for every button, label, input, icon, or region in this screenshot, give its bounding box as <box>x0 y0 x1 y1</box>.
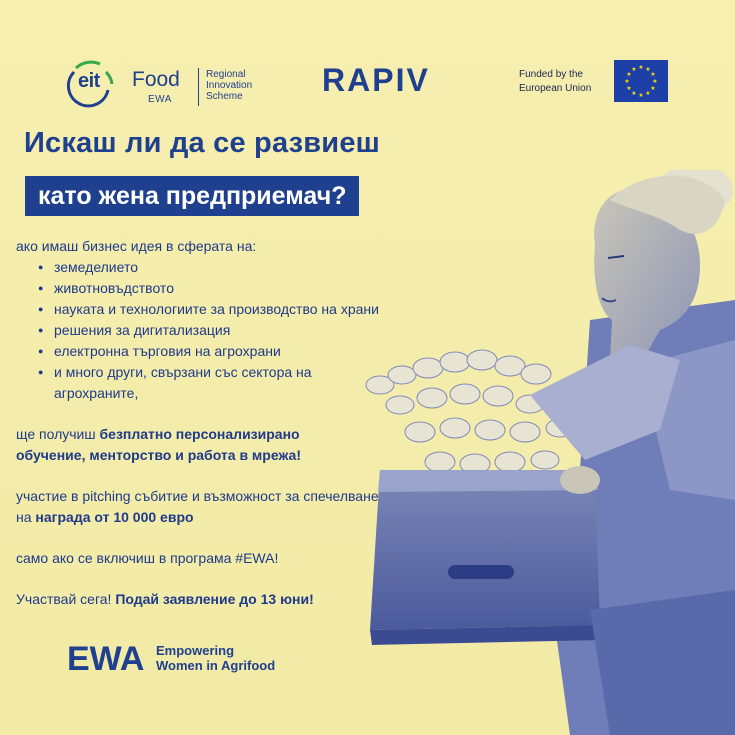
ris-text: Regional Innovation Scheme <box>206 69 253 102</box>
rapiv-logo: RAPIV <box>322 62 430 98</box>
tagline-line-1: Empowering <box>156 643 235 658</box>
svg-text:★: ★ <box>631 90 637 97</box>
svg-text:★: ★ <box>626 71 632 78</box>
benefits-paragraph <box>16 424 361 466</box>
deadline-bold: Подай заявление до 13 юни! <box>115 591 314 607</box>
cta-plain: Участвай сега! <box>16 591 116 607</box>
body-text <box>16 236 446 610</box>
svg-text:★: ★ <box>645 66 651 73</box>
benefits-plain: ще получиш <box>16 426 100 442</box>
benefits-bold: безплатно персонализирано обучение, менторство и работа в мрежа! <box>16 426 301 463</box>
logo-divider <box>198 68 199 106</box>
svg-text:★: ★ <box>626 85 632 92</box>
prize-bold: награда от 10 000 евро <box>35 509 194 525</box>
svg-text:★: ★ <box>652 78 658 85</box>
ewa-logo-text: EWA <box>67 640 145 678</box>
eit-text: eit <box>78 70 100 92</box>
eit-food-logo <box>60 58 320 108</box>
svg-text:★: ★ <box>645 90 651 97</box>
intro-text: ако имаш бизнес идея в сферата на: <box>16 238 257 254</box>
topics-list <box>16 257 446 404</box>
pitching-plain: участие в pitching събитие и възможност за спечелване на <box>16 488 379 525</box>
funded-text: Funded by the European Union <box>519 69 592 94</box>
list-item: ● земеделието <box>40 257 446 278</box>
ewa-small-text: EWA <box>148 94 172 105</box>
list-item: ● науката и технологиите за производство на храни <box>40 299 446 320</box>
svg-text:★: ★ <box>631 66 637 73</box>
header-bar <box>0 50 735 120</box>
headline-line-1: Искаш ли да се развиеш <box>24 127 381 159</box>
list-item: ● и много други, свързани със сектора на агрохраните, <box>40 362 354 404</box>
pitching-paragraph <box>16 486 386 528</box>
food-text: Food <box>132 68 180 91</box>
svg-text:★: ★ <box>638 64 644 71</box>
call-to-action <box>16 589 446 610</box>
list-item: ● решения за дигитализация <box>40 320 446 341</box>
svg-text:★: ★ <box>624 78 630 85</box>
program-paragraph: само ако се включиш в програма #EWA! <box>16 550 279 566</box>
headline-line-2: като жена предприемач? <box>25 176 359 216</box>
tagline-line-2: Women in Agrifood <box>156 658 276 673</box>
svg-text:★: ★ <box>638 92 644 99</box>
eu-flag-icon <box>614 60 668 102</box>
list-item: ● електронна търговия на агрохрани <box>40 341 446 362</box>
ewa-tagline <box>156 643 275 673</box>
list-item: ● животновъдството <box>40 278 446 299</box>
svg-text:★: ★ <box>650 71 656 78</box>
svg-text:★: ★ <box>650 85 656 92</box>
